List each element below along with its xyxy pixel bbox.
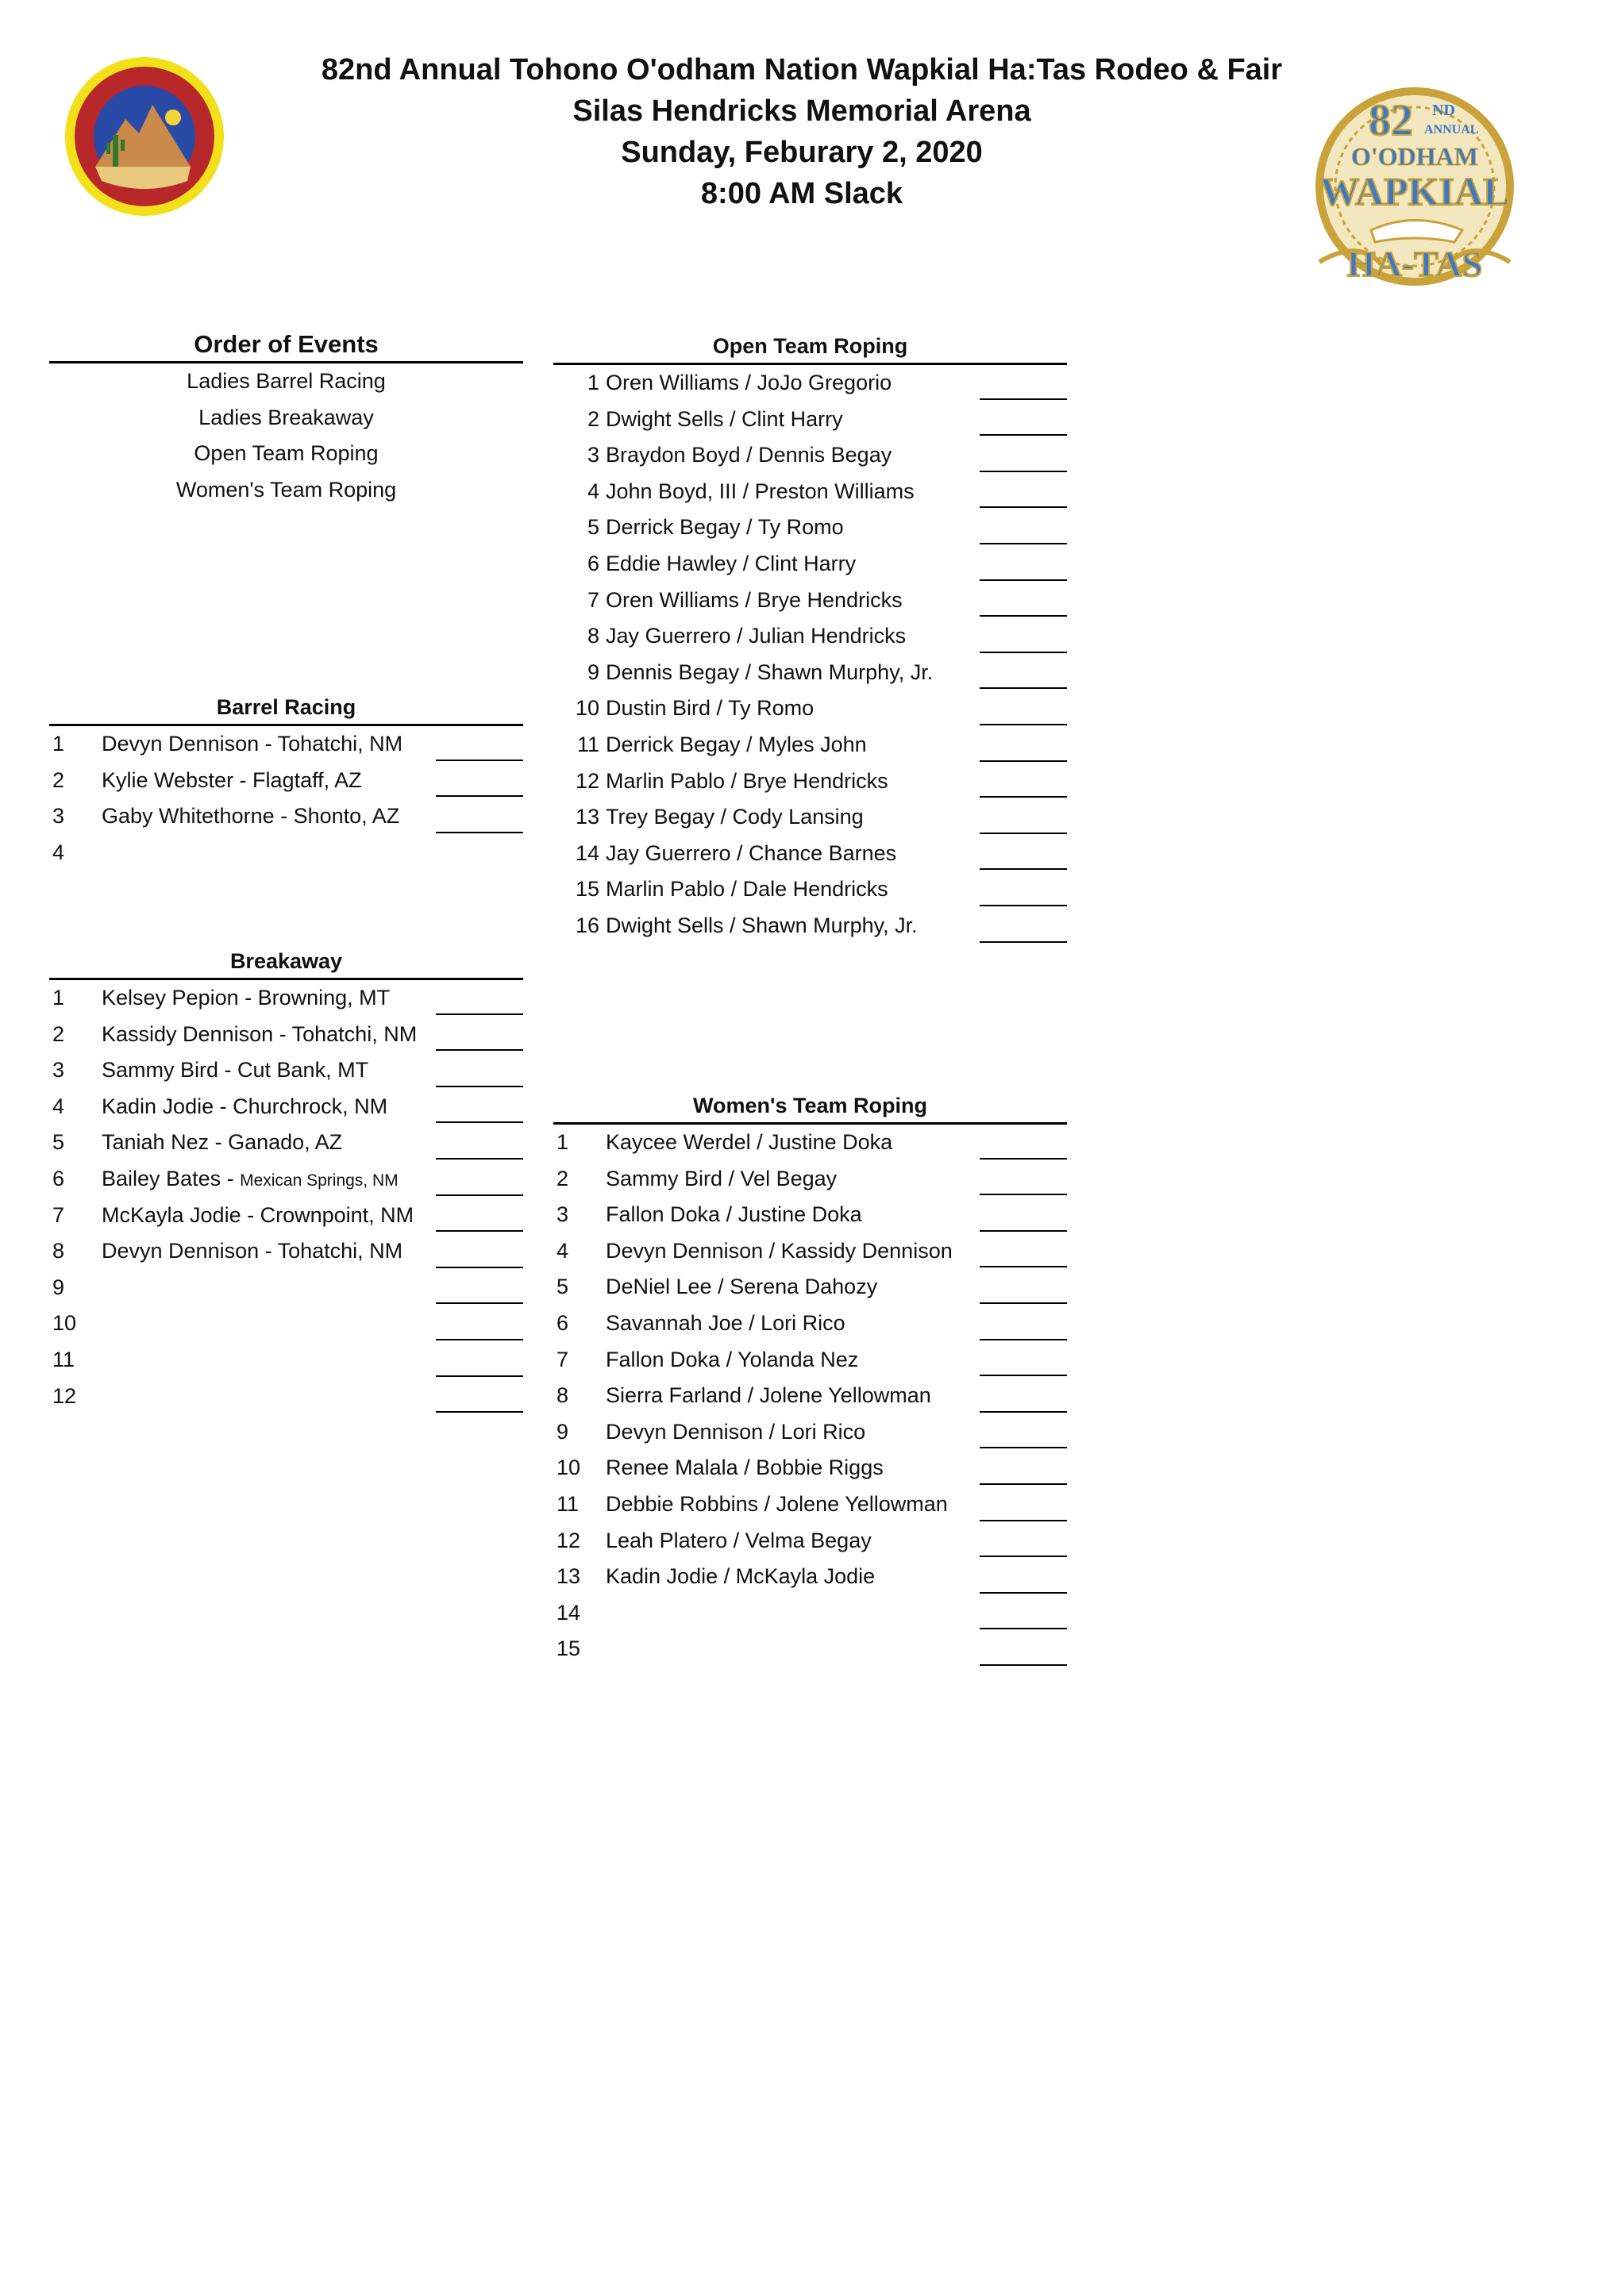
time-blank-line [436,1086,523,1087]
entry-row: 10 Dustin Bird / Ty Romo [553,690,1067,727]
entry-row: 1 Kelsey Pepion - Browning, MT [49,980,523,1017]
time-blank-line [980,1339,1067,1340]
entry-row: 5 Derrick Begay / Ty Romo [553,510,1067,546]
badge-number: 82 [1369,96,1413,145]
time-blank-line [436,1158,523,1160]
entry-row: 4 Devyn Dennison / Kassidy Dennison [553,1233,1067,1270]
entry-row: 9 Devyn Dennison / Lori Rico [553,1414,1067,1451]
breakaway-section [49,944,523,1414]
entry-row: 12 [49,1379,523,1415]
time-blank-line [980,1194,1067,1195]
entry-row: 7 Fallon Doka / Yolanda Nez [553,1342,1067,1379]
entry-row: 15 Marlin Pablo / Dale Hendricks [553,871,1067,908]
entry-row: 16 Dwight Sells / Shawn Murphy, Jr. [553,908,1067,944]
open-team-roping-title: Open Team Roping [553,329,1067,365]
entry-row: 9 Dennis Begay / Shawn Murphy, Jr. [553,655,1067,691]
document-header [302,49,1302,214]
event-order-item: Ladies Barrel Racing [187,369,386,393]
time-blank-line [436,1049,523,1051]
entry-row: 14 Jay Guerrero / Chance Barnes [553,836,1067,872]
order-of-events-title: Order of Events [49,328,523,363]
time-blank-line [980,1520,1067,1521]
entry-row: 2 Kylie Webster - Flagtaff, AZ [49,763,523,799]
entry-row: 3 Sammy Bird - Cut Bank, MT [49,1052,523,1089]
order-of-events-section [49,328,523,508]
time-blank-line [980,543,1067,544]
entry-row: 2 Sammy Bird / Vel Begay [553,1161,1067,1198]
time-blank-line [436,1375,523,1377]
entry-row: 9 [49,1270,523,1306]
time-blank-line [436,1302,523,1304]
time-blank-line [436,1013,523,1015]
event-date: Sunday, Feburary 2, 2020 [621,136,983,169]
time-blank-line [980,905,1067,906]
time-blank-line [980,1375,1067,1376]
entry-row: 8 Jay Guerrero / Julian Hendricks [553,618,1067,655]
entry-row: 12 Marlin Pablo / Brye Hendricks [553,763,1067,800]
entry-row: 1 Devyn Dennison - Tohatchi, NM [49,726,523,763]
entry-row: 13 Trey Begay / Cody Lansing [553,799,1067,836]
time-blank-line [980,1411,1067,1413]
time-blank-line [436,760,523,761]
entry-row: 6 Savannah Joe / Lori Rico [553,1306,1067,1342]
time-blank-line [980,1556,1067,1557]
time-blank-line [436,795,523,797]
time-blank-line [980,579,1067,581]
time-blank-line [980,760,1067,762]
time-blank-line [980,1664,1067,1666]
entry-row: 11 Derrick Begay / Myles John [553,727,1067,763]
time-blank-line [436,1411,523,1413]
time-blank-line [436,1194,523,1196]
entry-row: 15 [553,1631,1067,1667]
entry-row: 10 [49,1306,523,1342]
entry-row: 4 John Boyd, III / Preston Williams [553,474,1067,510]
entry-row: 2 Dwight Sells / Clint Harry [553,402,1067,438]
time-blank-line [980,1628,1067,1629]
entry-row: 2 Kassidy Dennison - Tohatchi, NM [49,1017,523,1053]
time-blank-line [436,832,523,833]
time-blank-line [980,1302,1067,1304]
time-blank-line [980,1266,1067,1267]
open-team-roping-section [553,329,1067,944]
time-blank-line [980,398,1067,400]
entry-row: 8 Sierra Farland / Jolene Yellowman [553,1378,1067,1414]
entry-row: 11 Debbie Robbins / Jolene Yellowman [553,1486,1067,1523]
time-blank-line [436,1230,523,1232]
entry-row: 3 Fallon Doka / Justine Doka [553,1197,1067,1233]
event-title: 82nd Annual Tohono O'odham Nation Wapkial Ha:Tas Rodeo & Fair [321,53,1283,87]
entry-row: 1 Oren Williams / JoJo Gregorio [553,365,1067,402]
womens-team-roping-title: Women's Team Roping [553,1089,1067,1125]
time-blank-line [980,941,1067,943]
event-order-item: Open Team Roping [194,441,379,466]
time-blank-line [980,1230,1067,1232]
entry-row: 1 Kaycee Werdel / Justine Doka [553,1125,1067,1161]
badge-annual: ANNUAL [1424,123,1479,137]
entry-row: 14 [553,1595,1067,1632]
event-order-item: Women's Team Roping [175,477,397,502]
entry-row: 4 [52,840,65,864]
barrel-racing-section [49,690,523,871]
time-blank-line [980,796,1067,798]
time-blank-line [980,687,1067,689]
time-blank-line [980,615,1067,617]
entry-row: 6 Eddie Hawley / Clint Harry [553,546,1067,583]
entry-row: 6 Bailey Bates - Mexican Springs, NM [49,1161,523,1198]
entry-row: 4 Kadin Jodie - Churchrock, NM [49,1089,523,1125]
time-blank-line [980,1483,1067,1485]
time-blank-line [436,1267,523,1268]
time-blank-line [980,833,1067,834]
time-blank-line [980,724,1067,725]
barrel-racing-title: Barrel Racing [49,690,523,726]
venue-name: Silas Hendricks Memorial Arena [572,94,1031,128]
time-blank-line [980,1592,1067,1594]
entry-row: 12 Leah Platero / Velma Begay [553,1523,1067,1560]
entry-row: 8 Devyn Dennison - Tohatchi, NM [49,1233,523,1270]
time-blank-line [980,1447,1067,1448]
badge-word-odham: O'ODHAM [1351,142,1478,171]
entry-row: 10 Renee Malala / Bobbie Riggs [553,1450,1067,1486]
entry-location-small: Mexican Springs, NM [240,1171,399,1190]
nation-seal-logo [64,56,226,218]
badge-suffix: ND [1432,102,1455,119]
time-blank-line [436,1339,523,1340]
time-blank-line [436,1121,523,1123]
entry-row: 5 Taniah Nez - Ganado, AZ [49,1125,523,1161]
womens-team-roping-section [553,1089,1067,1667]
session-time: 8:00 AM Slack [700,177,903,210]
entry-row: 3 Braydon Boyd / Dennis Begay [553,437,1067,474]
time-blank-line [980,471,1067,472]
badge-word-hatas: HA-TAS [1346,244,1483,284]
time-blank-line [980,1158,1067,1160]
entry-row: 13 Kadin Jodie / McKayla Jodie [553,1559,1067,1595]
time-blank-line [980,652,1067,653]
time-blank-line [980,506,1067,508]
time-blank-line [980,868,1067,870]
breakaway-title: Breakaway [49,944,523,980]
event-order-item: Ladies Breakaway [198,405,374,429]
wapkial-hatas-badge-logo [1296,79,1534,317]
entry-row: 3 Gaby Whitethorne - Shonto, AZ [49,798,523,835]
entry-row: 7 McKayla Jodie - Crownpoint, NM [49,1198,523,1234]
entry-row: 11 [49,1342,523,1379]
time-blank-line [980,434,1067,436]
entry-row: 5 DeNiel Lee / Serena Dahozy [553,1269,1067,1306]
badge-word-wapkial: WAPKIAL [1319,169,1510,213]
entry-row: 7 Oren Williams / Brye Hendricks [553,583,1067,619]
